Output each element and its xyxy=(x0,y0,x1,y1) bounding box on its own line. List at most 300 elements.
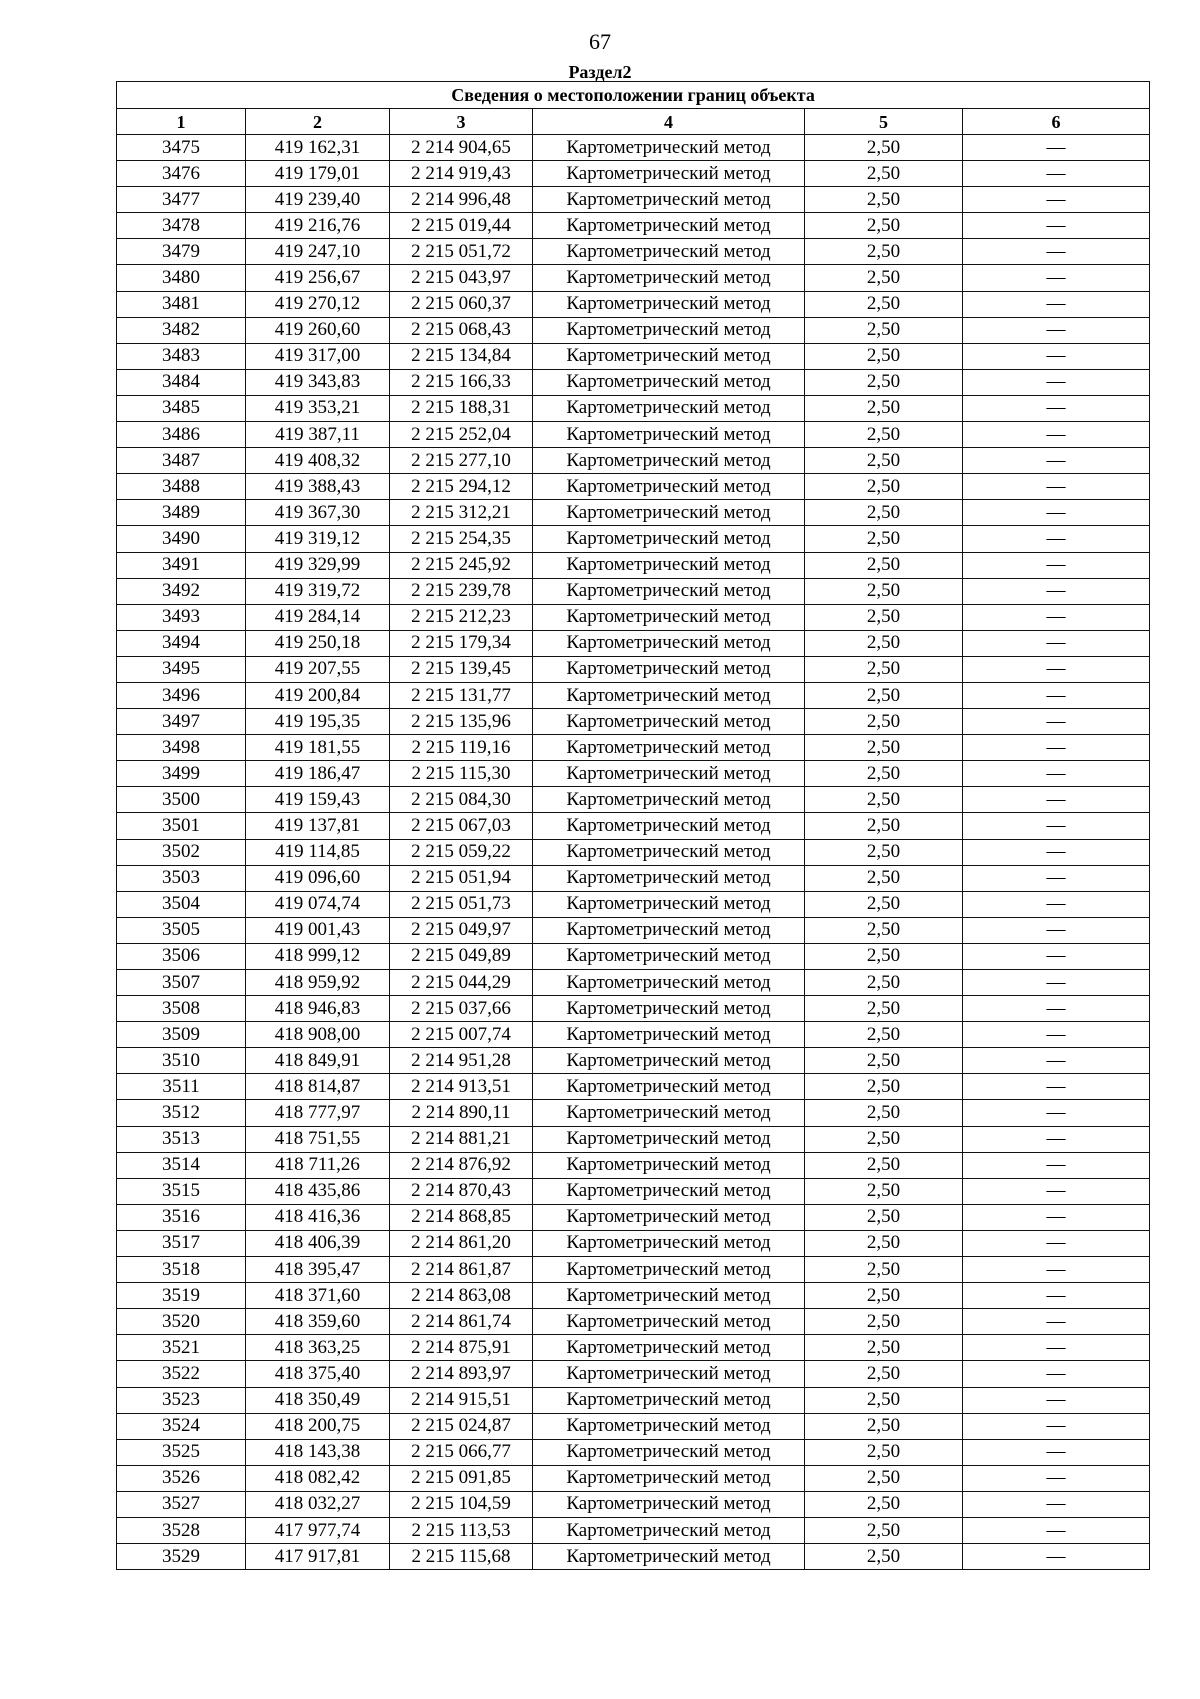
method-cell: Картометрический метод xyxy=(533,1335,805,1361)
point-number-cell: 3482 xyxy=(117,317,246,343)
point-number-cell: 3512 xyxy=(117,1100,246,1126)
method-cell: Картометрический метод xyxy=(533,813,805,839)
y-coordinate-cell: 2 214 876,92 xyxy=(390,1152,533,1178)
point-number-cell: 3489 xyxy=(117,500,246,526)
description-cell: — xyxy=(963,422,1150,448)
point-number-cell: 3478 xyxy=(117,213,246,239)
x-coordinate-cell: 419 162,31 xyxy=(246,135,390,161)
method-cell: Картометрический метод xyxy=(533,1230,805,1256)
y-coordinate-cell: 2 214 890,11 xyxy=(390,1100,533,1126)
x-coordinate-cell: 418 946,83 xyxy=(246,996,390,1022)
accuracy-cell: 2,50 xyxy=(805,735,963,761)
description-cell: — xyxy=(963,943,1150,969)
accuracy-cell: 2,50 xyxy=(805,1544,963,1570)
y-coordinate-cell: 2 215 312,21 xyxy=(390,500,533,526)
point-number-cell: 3529 xyxy=(117,1544,246,1570)
y-coordinate-cell: 2 214 913,51 xyxy=(390,1074,533,1100)
method-cell: Картометрический метод xyxy=(533,630,805,656)
accuracy-cell: 2,50 xyxy=(805,1465,963,1491)
y-coordinate-cell: 2 215 043,97 xyxy=(390,265,533,291)
table-row xyxy=(117,735,1150,761)
accuracy-cell: 2,50 xyxy=(805,1230,963,1256)
accuracy-cell: 2,50 xyxy=(805,943,963,969)
x-coordinate-cell: 418 814,87 xyxy=(246,1074,390,1100)
table-row xyxy=(117,865,1150,891)
y-coordinate-cell: 2 215 051,94 xyxy=(390,865,533,891)
description-cell: — xyxy=(963,630,1150,656)
x-coordinate-cell: 419 353,21 xyxy=(246,395,390,421)
description-cell: — xyxy=(963,1361,1150,1387)
x-coordinate-cell: 419 256,67 xyxy=(246,265,390,291)
y-coordinate-cell: 2 215 166,33 xyxy=(390,369,533,395)
point-number-cell: 3484 xyxy=(117,369,246,395)
table-row xyxy=(117,891,1150,917)
y-coordinate-cell: 2 215 113,53 xyxy=(390,1517,533,1543)
accuracy-cell: 2,50 xyxy=(805,787,963,813)
table-row xyxy=(117,1152,1150,1178)
y-coordinate-cell: 2 214 893,97 xyxy=(390,1361,533,1387)
accuracy-cell: 2,50 xyxy=(805,1257,963,1283)
point-number-cell: 3493 xyxy=(117,604,246,630)
method-cell: Картометрический метод xyxy=(533,656,805,682)
table-row xyxy=(117,1439,1150,1465)
method-cell: Картометрический метод xyxy=(533,526,805,552)
method-cell: Картометрический метод xyxy=(533,578,805,604)
x-coordinate-cell: 418 375,40 xyxy=(246,1361,390,1387)
point-number-cell: 3477 xyxy=(117,187,246,213)
table-row xyxy=(117,1178,1150,1204)
point-number-cell: 3491 xyxy=(117,552,246,578)
table-row xyxy=(117,813,1150,839)
y-coordinate-cell: 2 215 084,30 xyxy=(390,787,533,813)
point-number-cell: 3499 xyxy=(117,761,246,787)
accuracy-cell: 2,50 xyxy=(805,161,963,187)
point-number-cell: 3495 xyxy=(117,656,246,682)
accuracy-cell: 2,50 xyxy=(805,996,963,1022)
method-cell: Картометрический метод xyxy=(533,1152,805,1178)
accuracy-cell: 2,50 xyxy=(805,1048,963,1074)
method-cell: Картометрический метод xyxy=(533,474,805,500)
table-row xyxy=(117,1074,1150,1100)
description-cell: — xyxy=(963,1257,1150,1283)
accuracy-cell: 2,50 xyxy=(805,970,963,996)
table-row xyxy=(117,917,1150,943)
point-number-cell: 3521 xyxy=(117,1335,246,1361)
method-cell: Картометрический метод xyxy=(533,265,805,291)
accuracy-cell: 2,50 xyxy=(805,682,963,708)
description-cell: — xyxy=(963,1387,1150,1413)
y-coordinate-cell: 2 214 870,43 xyxy=(390,1178,533,1204)
point-number-cell: 3506 xyxy=(117,943,246,969)
table-row xyxy=(117,970,1150,996)
method-cell: Картометрический метод xyxy=(533,500,805,526)
point-number-cell: 3513 xyxy=(117,1126,246,1152)
x-coordinate-cell: 419 001,43 xyxy=(246,917,390,943)
accuracy-cell: 2,50 xyxy=(805,1309,963,1335)
y-coordinate-cell: 2 214 904,65 xyxy=(390,135,533,161)
point-number-cell: 3510 xyxy=(117,1048,246,1074)
table-row xyxy=(117,1309,1150,1335)
description-cell: — xyxy=(963,1074,1150,1100)
description-cell: — xyxy=(963,1230,1150,1256)
table-row xyxy=(117,395,1150,421)
point-number-cell: 3498 xyxy=(117,735,246,761)
point-number-cell: 3503 xyxy=(117,865,246,891)
table-caption-row xyxy=(117,82,1150,109)
method-cell: Картометрический метод xyxy=(533,291,805,317)
point-number-cell: 3483 xyxy=(117,343,246,369)
method-cell: Картометрический метод xyxy=(533,1361,805,1387)
point-number-cell: 3500 xyxy=(117,787,246,813)
column-header: 4 xyxy=(533,109,805,135)
column-header: 2 xyxy=(246,109,390,135)
accuracy-cell: 2,50 xyxy=(805,1100,963,1126)
description-cell: — xyxy=(963,735,1150,761)
description-cell: — xyxy=(963,213,1150,239)
point-number-cell: 3496 xyxy=(117,682,246,708)
table-row xyxy=(117,1048,1150,1074)
x-coordinate-cell: 417 977,74 xyxy=(246,1517,390,1543)
y-coordinate-cell: 2 215 066,77 xyxy=(390,1439,533,1465)
point-number-cell: 3527 xyxy=(117,1491,246,1517)
method-cell: Картометрический метод xyxy=(533,917,805,943)
table-row xyxy=(117,1283,1150,1309)
y-coordinate-cell: 2 215 019,44 xyxy=(390,213,533,239)
point-number-cell: 3519 xyxy=(117,1283,246,1309)
y-coordinate-cell: 2 215 252,04 xyxy=(390,422,533,448)
point-number-cell: 3509 xyxy=(117,1022,246,1048)
method-cell: Картометрический метод xyxy=(533,239,805,265)
method-cell: Картометрический метод xyxy=(533,135,805,161)
y-coordinate-cell: 2 215 115,68 xyxy=(390,1544,533,1570)
x-coordinate-cell: 418 416,36 xyxy=(246,1204,390,1230)
x-coordinate-cell: 418 849,91 xyxy=(246,1048,390,1074)
y-coordinate-cell: 2 215 024,87 xyxy=(390,1413,533,1439)
point-number-cell: 3515 xyxy=(117,1178,246,1204)
point-number-cell: 3524 xyxy=(117,1413,246,1439)
y-coordinate-cell: 2 214 861,87 xyxy=(390,1257,533,1283)
point-number-cell: 3485 xyxy=(117,395,246,421)
method-cell: Картометрический метод xyxy=(533,1204,805,1230)
description-cell: — xyxy=(963,839,1150,865)
description-cell: — xyxy=(963,1335,1150,1361)
accuracy-cell: 2,50 xyxy=(805,604,963,630)
x-coordinate-cell: 418 395,47 xyxy=(246,1257,390,1283)
description-cell: — xyxy=(963,1022,1150,1048)
table-row xyxy=(117,213,1150,239)
table-row xyxy=(117,526,1150,552)
point-number-cell: 3525 xyxy=(117,1439,246,1465)
description-cell: — xyxy=(963,1517,1150,1543)
table-row xyxy=(117,1126,1150,1152)
column-header: 3 xyxy=(390,109,533,135)
y-coordinate-cell: 2 215 068,43 xyxy=(390,317,533,343)
y-coordinate-cell: 2 215 044,29 xyxy=(390,970,533,996)
description-cell: — xyxy=(963,787,1150,813)
x-coordinate-cell: 418 200,75 xyxy=(246,1413,390,1439)
description-cell: — xyxy=(963,291,1150,317)
x-coordinate-cell: 418 406,39 xyxy=(246,1230,390,1256)
point-number-cell: 3528 xyxy=(117,1517,246,1543)
point-number-cell: 3490 xyxy=(117,526,246,552)
page-number: 67 xyxy=(589,29,611,54)
method-cell: Картометрический метод xyxy=(533,161,805,187)
x-coordinate-cell: 419 239,40 xyxy=(246,187,390,213)
accuracy-cell: 2,50 xyxy=(805,448,963,474)
x-coordinate-cell: 419 096,60 xyxy=(246,865,390,891)
x-coordinate-cell: 419 317,00 xyxy=(246,343,390,369)
x-coordinate-cell: 419 207,55 xyxy=(246,656,390,682)
method-cell: Картометрический метод xyxy=(533,1491,805,1517)
y-coordinate-cell: 2 215 067,03 xyxy=(390,813,533,839)
point-number-cell: 3488 xyxy=(117,474,246,500)
point-number-cell: 3486 xyxy=(117,422,246,448)
x-coordinate-cell: 419 343,83 xyxy=(246,369,390,395)
x-coordinate-cell: 419 388,43 xyxy=(246,474,390,500)
description-cell: — xyxy=(963,996,1150,1022)
table-row xyxy=(117,578,1150,604)
table-row xyxy=(117,839,1150,865)
method-cell: Картометрический метод xyxy=(533,213,805,239)
accuracy-cell: 2,50 xyxy=(805,839,963,865)
y-coordinate-cell: 2 215 007,74 xyxy=(390,1022,533,1048)
description-cell: — xyxy=(963,369,1150,395)
table-row xyxy=(117,656,1150,682)
y-coordinate-cell: 2 215 115,30 xyxy=(390,761,533,787)
point-number-cell: 3504 xyxy=(117,891,246,917)
y-coordinate-cell: 2 215 049,89 xyxy=(390,943,533,969)
point-number-cell: 3497 xyxy=(117,709,246,735)
accuracy-cell: 2,50 xyxy=(805,1361,963,1387)
method-cell: Картометрический метод xyxy=(533,343,805,369)
description-cell: — xyxy=(963,1465,1150,1491)
x-coordinate-cell: 418 032,27 xyxy=(246,1491,390,1517)
description-cell: — xyxy=(963,1152,1150,1178)
description-cell: — xyxy=(963,865,1150,891)
x-coordinate-cell: 418 350,49 xyxy=(246,1387,390,1413)
table-row xyxy=(117,474,1150,500)
x-coordinate-cell: 417 917,81 xyxy=(246,1544,390,1570)
table-row xyxy=(117,265,1150,291)
column-header: 5 xyxy=(805,109,963,135)
column-header: 6 xyxy=(963,109,1150,135)
point-number-cell: 3517 xyxy=(117,1230,246,1256)
x-coordinate-cell: 419 270,12 xyxy=(246,291,390,317)
table-row xyxy=(117,682,1150,708)
y-coordinate-cell: 2 214 875,91 xyxy=(390,1335,533,1361)
table-row xyxy=(117,1413,1150,1439)
table-row xyxy=(117,709,1150,735)
accuracy-cell: 2,50 xyxy=(805,1126,963,1152)
method-cell: Картометрический метод xyxy=(533,1074,805,1100)
method-cell: Картометрический метод xyxy=(533,1257,805,1283)
method-cell: Картометрический метод xyxy=(533,682,805,708)
method-cell: Картометрический метод xyxy=(533,1100,805,1126)
accuracy-cell: 2,50 xyxy=(805,1491,963,1517)
accuracy-cell: 2,50 xyxy=(805,343,963,369)
method-cell: Картометрический метод xyxy=(533,1517,805,1543)
description-cell: — xyxy=(963,1100,1150,1126)
y-coordinate-cell: 2 215 245,92 xyxy=(390,552,533,578)
description-cell: — xyxy=(963,682,1150,708)
accuracy-cell: 2,50 xyxy=(805,317,963,343)
accuracy-cell: 2,50 xyxy=(805,552,963,578)
point-number-cell: 3514 xyxy=(117,1152,246,1178)
table-row xyxy=(117,135,1150,161)
method-cell: Картометрический метод xyxy=(533,839,805,865)
description-cell: — xyxy=(963,317,1150,343)
accuracy-cell: 2,50 xyxy=(805,422,963,448)
table-row xyxy=(117,604,1150,630)
table-row xyxy=(117,1544,1150,1570)
y-coordinate-cell: 2 215 139,45 xyxy=(390,656,533,682)
table-row xyxy=(117,1022,1150,1048)
description-cell: — xyxy=(963,1048,1150,1074)
point-number-cell: 3522 xyxy=(117,1361,246,1387)
x-coordinate-cell: 419 387,11 xyxy=(246,422,390,448)
point-number-cell: 3481 xyxy=(117,291,246,317)
description-cell: — xyxy=(963,1126,1150,1152)
table-body xyxy=(117,135,1150,1570)
table-row xyxy=(117,343,1150,369)
y-coordinate-cell: 2 214 951,28 xyxy=(390,1048,533,1074)
x-coordinate-cell: 419 250,18 xyxy=(246,630,390,656)
table-row xyxy=(117,291,1150,317)
x-coordinate-cell: 419 319,72 xyxy=(246,578,390,604)
accuracy-cell: 2,50 xyxy=(805,213,963,239)
x-coordinate-cell: 418 711,26 xyxy=(246,1152,390,1178)
accuracy-cell: 2,50 xyxy=(805,291,963,317)
description-cell: — xyxy=(963,552,1150,578)
point-number-cell: 3479 xyxy=(117,239,246,265)
method-cell: Картометрический метод xyxy=(533,1309,805,1335)
point-number-cell: 3492 xyxy=(117,578,246,604)
accuracy-cell: 2,50 xyxy=(805,135,963,161)
table-row xyxy=(117,422,1150,448)
x-coordinate-cell: 418 777,97 xyxy=(246,1100,390,1126)
point-number-cell: 3526 xyxy=(117,1465,246,1491)
y-coordinate-cell: 2 215 119,16 xyxy=(390,735,533,761)
description-cell: — xyxy=(963,1544,1150,1570)
method-cell: Картометрический метод xyxy=(533,1465,805,1491)
y-coordinate-cell: 2 215 179,34 xyxy=(390,630,533,656)
x-coordinate-cell: 419 247,10 xyxy=(246,239,390,265)
point-number-cell: 3523 xyxy=(117,1387,246,1413)
point-number-cell: 3480 xyxy=(117,265,246,291)
x-coordinate-cell: 419 181,55 xyxy=(246,735,390,761)
y-coordinate-cell: 2 215 134,84 xyxy=(390,343,533,369)
description-cell: — xyxy=(963,343,1150,369)
method-cell: Картометрический метод xyxy=(533,317,805,343)
y-coordinate-cell: 2 215 294,12 xyxy=(390,474,533,500)
accuracy-cell: 2,50 xyxy=(805,813,963,839)
method-cell: Картометрический метод xyxy=(533,1126,805,1152)
x-coordinate-cell: 419 074,74 xyxy=(246,891,390,917)
table-row xyxy=(117,996,1150,1022)
table-row xyxy=(117,448,1150,474)
method-cell: Картометрический метод xyxy=(533,891,805,917)
y-coordinate-cell: 2 215 037,66 xyxy=(390,996,533,1022)
y-coordinate-cell: 2 215 060,37 xyxy=(390,291,533,317)
description-cell: — xyxy=(963,500,1150,526)
description-cell: — xyxy=(963,161,1150,187)
x-coordinate-cell: 418 143,38 xyxy=(246,1439,390,1465)
description-cell: — xyxy=(963,474,1150,500)
table-row xyxy=(117,1335,1150,1361)
accuracy-cell: 2,50 xyxy=(805,395,963,421)
accuracy-cell: 2,50 xyxy=(805,526,963,552)
description-cell: — xyxy=(963,239,1150,265)
method-cell: Картометрический метод xyxy=(533,1387,805,1413)
x-coordinate-cell: 419 114,85 xyxy=(246,839,390,865)
point-number-cell: 3487 xyxy=(117,448,246,474)
accuracy-cell: 2,50 xyxy=(805,1152,963,1178)
accuracy-cell: 2,50 xyxy=(805,1439,963,1465)
y-coordinate-cell: 2 215 188,31 xyxy=(390,395,533,421)
method-cell: Картометрический метод xyxy=(533,943,805,969)
description-cell: — xyxy=(963,448,1150,474)
y-coordinate-cell: 2 215 212,23 xyxy=(390,604,533,630)
method-cell: Картометрический метод xyxy=(533,369,805,395)
description-cell: — xyxy=(963,395,1150,421)
x-coordinate-cell: 418 908,00 xyxy=(246,1022,390,1048)
table-row xyxy=(117,1361,1150,1387)
x-coordinate-cell: 419 284,14 xyxy=(246,604,390,630)
table-row xyxy=(117,630,1150,656)
y-coordinate-cell: 2 215 239,78 xyxy=(390,578,533,604)
accuracy-cell: 2,50 xyxy=(805,1387,963,1413)
table-row xyxy=(117,1465,1150,1491)
x-coordinate-cell: 419 367,30 xyxy=(246,500,390,526)
x-coordinate-cell: 418 359,60 xyxy=(246,1309,390,1335)
y-coordinate-cell: 2 215 131,77 xyxy=(390,682,533,708)
y-coordinate-cell: 2 215 277,10 xyxy=(390,448,533,474)
table-row xyxy=(117,787,1150,813)
description-cell: — xyxy=(963,526,1150,552)
y-coordinate-cell: 2 214 915,51 xyxy=(390,1387,533,1413)
point-number-cell: 3476 xyxy=(117,161,246,187)
method-cell: Картометрический метод xyxy=(533,448,805,474)
description-cell: — xyxy=(963,1283,1150,1309)
point-number-cell: 3511 xyxy=(117,1074,246,1100)
method-cell: Картометрический метод xyxy=(533,1544,805,1570)
y-coordinate-cell: 2 215 059,22 xyxy=(390,839,533,865)
accuracy-cell: 2,50 xyxy=(805,474,963,500)
x-coordinate-cell: 419 329,99 xyxy=(246,552,390,578)
method-cell: Картометрический метод xyxy=(533,1413,805,1439)
y-coordinate-cell: 2 214 919,43 xyxy=(390,161,533,187)
y-coordinate-cell: 2 215 104,59 xyxy=(390,1491,533,1517)
table-row xyxy=(117,1517,1150,1543)
table-row xyxy=(117,1100,1150,1126)
point-number-cell: 3507 xyxy=(117,970,246,996)
x-coordinate-cell: 419 260,60 xyxy=(246,317,390,343)
description-cell: — xyxy=(963,761,1150,787)
method-cell: Картометрический метод xyxy=(533,787,805,813)
point-number-cell: 3516 xyxy=(117,1204,246,1230)
method-cell: Картометрический метод xyxy=(533,604,805,630)
table-row xyxy=(117,1387,1150,1413)
x-coordinate-cell: 419 179,01 xyxy=(246,161,390,187)
description-cell: — xyxy=(963,891,1150,917)
accuracy-cell: 2,50 xyxy=(805,1413,963,1439)
y-coordinate-cell: 2 214 881,21 xyxy=(390,1126,533,1152)
y-coordinate-cell: 2 214 868,85 xyxy=(390,1204,533,1230)
description-cell: — xyxy=(963,1413,1150,1439)
x-coordinate-cell: 419 408,32 xyxy=(246,448,390,474)
x-coordinate-cell: 418 751,55 xyxy=(246,1126,390,1152)
table-row xyxy=(117,1257,1150,1283)
